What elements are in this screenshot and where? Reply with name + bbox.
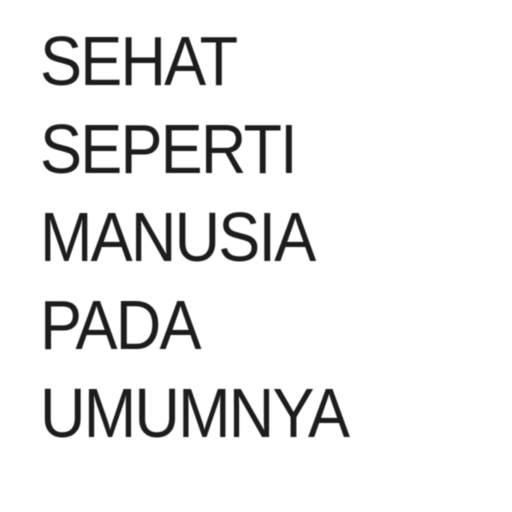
caption-line-1: SEHAT [40,22,237,100]
caption-line-5: UMUMNYA [40,374,349,452]
caption-line-3: MANUSIA [40,198,315,276]
caption-line-4: PADA [40,286,200,364]
caption-text [40,17,382,457]
caption-line-2: SEPERTI [40,110,296,188]
